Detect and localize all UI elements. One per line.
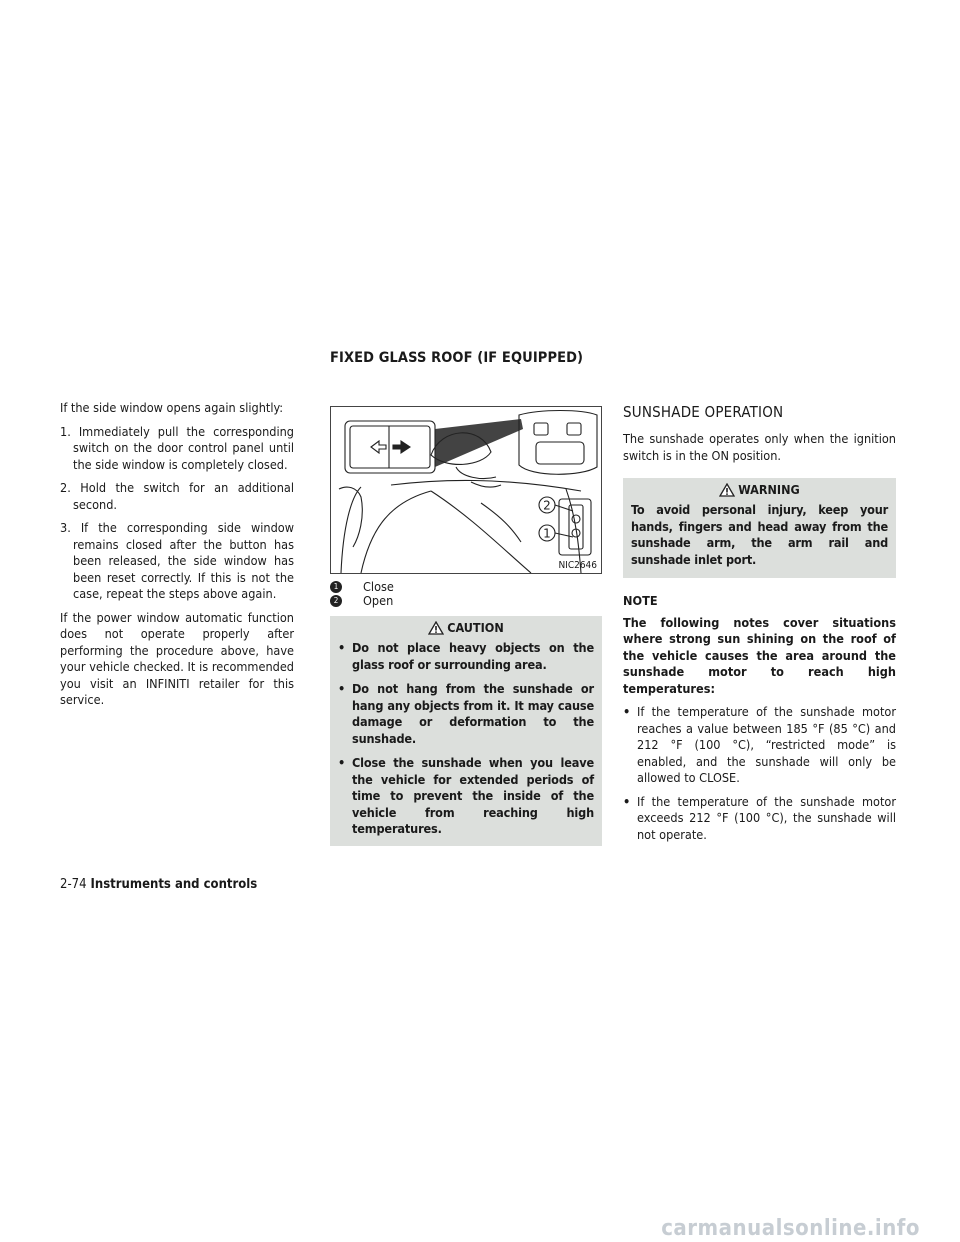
caution-item-text: Close the sunshade when you leave the vehicle for extended periods of time to prevent the inside of the vehicle from reaching high temperatures. (352, 755, 594, 836)
footer-section: Instruments and controls (90, 877, 258, 892)
middle-column (330, 406, 602, 846)
page-footer (60, 877, 257, 894)
note-item (623, 794, 896, 844)
warning-text: To avoid personal injury, keep your hands, fingers and head away from the sunshade arm, the arm rail and sunshade inlet port. (631, 502, 888, 567)
caution-item (338, 755, 594, 838)
intro-text: If the side window opens again slightly: (60, 400, 284, 415)
callout-1: 1 (543, 526, 551, 541)
legend-item-open (330, 594, 602, 608)
caution-title (338, 616, 594, 640)
note-item-text: If the temperature of the sunshade motor exceeds 212 °F (100 °C), the sunshade will not operate. (637, 793, 896, 842)
circled-number-icon: 2 (330, 595, 342, 607)
warning-triangle-icon (719, 483, 735, 497)
bullet-icon: • (338, 640, 346, 655)
sunshade-intro: The sunshade operates only when the ignition switch is in the ON position. (623, 431, 896, 463)
page-number: 2-74 (60, 877, 87, 892)
roof-switch-drawing (331, 407, 601, 573)
bullet-icon: • (623, 793, 631, 809)
warning-title (631, 478, 888, 502)
caution-box (330, 616, 602, 846)
bullet-icon: • (338, 681, 346, 696)
right-column (623, 400, 896, 850)
step-3: 3. If the corresponding side window remains closed after the button has been released, the side window has been reset correctly. If this is not the case, repeat the steps above again. (60, 520, 294, 601)
warning-box (623, 478, 896, 578)
site-watermark: carmanualsonline.info (661, 1215, 920, 1241)
bullet-icon: • (623, 704, 631, 719)
circled-number-icon: 1 (330, 581, 342, 593)
step-1: 1. Immediately pull the corresponding switch on the door control panel until the side window is completely closed. (60, 423, 294, 472)
section-subheading: SUNSHADE OPERATION (623, 403, 784, 421)
note-label: NOTE (623, 593, 658, 608)
note-item (623, 704, 896, 787)
step-2: 2. Hold the switch for an additional second. (60, 480, 294, 512)
sunshade-switch-illustration (330, 406, 602, 574)
service-paragraph: If the power window automatic function does not operate properly after performing the procedure above, have your vehicle checked. It is recommended you visit an INFINITI retailer for this service. (60, 609, 294, 707)
caution-item-text: Do not hang from the sunshade or hang any objects from it. It may cause damage or deformation to the sunshade. (352, 681, 594, 746)
legend-item-close (330, 580, 602, 594)
note-item-text: If the temperature of the sunshade motor reaches a value between 185 °F (85 °C) and 212 °F (100 °C), “restricted mode” is enabled, and the sunshade will only be allowed to CLOSE. (637, 704, 896, 785)
left-column (60, 400, 294, 716)
caution-item (338, 640, 594, 673)
callout-2: 2 (543, 498, 551, 513)
figure-legend (330, 580, 602, 608)
bullet-icon: • (338, 755, 346, 770)
caution-item (338, 681, 594, 747)
page-heading: FIXED GLASS ROOF (IF EQUIPPED) (330, 350, 584, 366)
caution-title-text: CAUTION (447, 620, 504, 635)
legend-label: Open (363, 593, 394, 608)
warning-title-text: WARNING (738, 482, 800, 497)
figure-code: NIC2646 (558, 560, 597, 571)
caution-item-text: Do not place heavy objects on the glass roof or surrounding area. (352, 640, 594, 672)
note-intro: The following notes cover situations where strong sun shining on the roof of the vehicle causes the area around the sunshade motor to reach high temperatures: (623, 614, 896, 696)
legend-label: Close (363, 579, 394, 594)
warning-triangle-icon (428, 621, 444, 635)
